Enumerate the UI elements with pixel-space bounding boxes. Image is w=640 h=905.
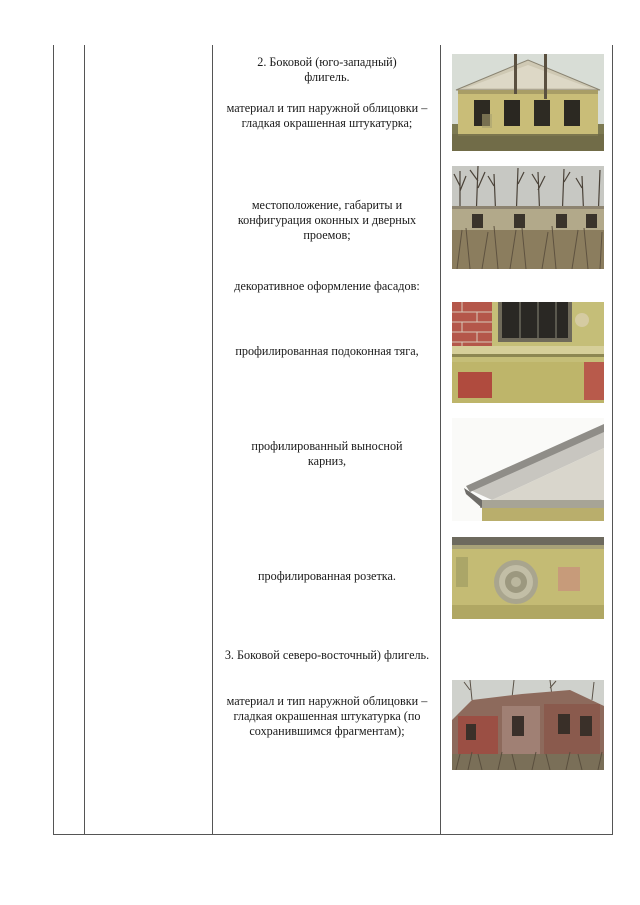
cornice-photo [452,418,604,521]
item-window-sill-molding: профилированная подоконная тяга, [235,344,419,358]
item-window-door-openings: местоположение, габариты и конфигурация оконных и дверных проемов; [237,198,417,242]
item-material-cladding: материал и тип наружной облицовки – гладкая окрашенная штукатурка; [226,101,428,130]
southwest-wing-facade-photo [452,54,604,151]
section-heading-southwest-wing: 2. Боковой (юго-западный) флигель. [257,55,397,84]
table-border-bottom [53,834,613,835]
item-rosette: профилированная розетка. [258,569,396,583]
table-column-divider-2 [212,45,213,835]
item-material-cladding-northeast: материал и тип наружной облицовки – гладкая окрашенная штукатурка (по сохранившимся фрагментам); [226,694,428,738]
table-column-divider-1 [84,45,85,835]
section-heading-northeast-wing: 3. Боковой северо-восточный) флигель. [224,648,430,662]
table-border-left [53,45,54,835]
rosette-photo [452,537,604,619]
table-column-divider-3 [440,45,441,835]
window-door-openings-photo [452,166,604,269]
northeast-wing-ruin-photo [452,680,604,770]
table-border-right [612,45,613,835]
item-cornice: профилированный выносной карниз, [251,439,403,468]
item-facade-decoration: декоративное оформление фасадов: [234,279,420,293]
window-sill-molding-photo [452,302,604,403]
